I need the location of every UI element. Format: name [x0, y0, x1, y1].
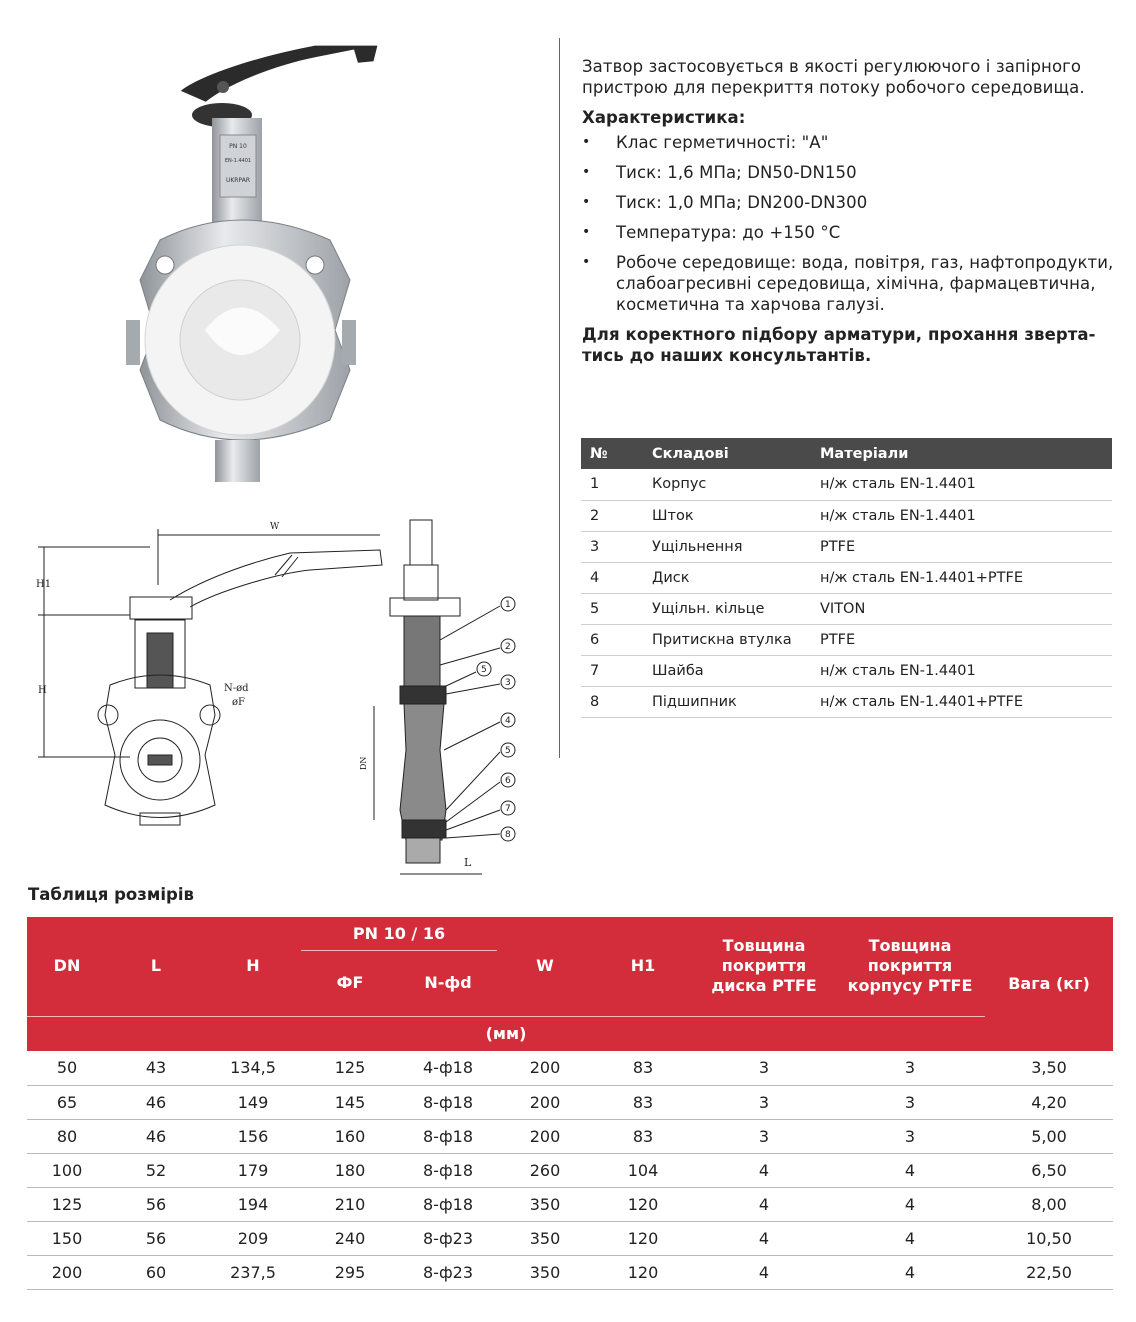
- cell-w: 260: [497, 1153, 593, 1187]
- parts-row: [581, 686, 1112, 717]
- cell-disc-ptfe: 4: [693, 1255, 835, 1289]
- column-divider: [559, 38, 560, 758]
- cell-h1: 120: [593, 1187, 693, 1221]
- col-f: ФF: [301, 951, 399, 1016]
- cell-body-ptfe: 4: [835, 1187, 985, 1221]
- part-material: н/ж сталь EN-1.4401: [811, 500, 1112, 531]
- cell-l: 56: [107, 1187, 205, 1221]
- col-pn-group: PN 10 / 16: [301, 917, 497, 951]
- part-material: н/ж сталь EN-1.4401: [811, 469, 1112, 500]
- cell-h1: 120: [593, 1255, 693, 1289]
- table-row: [27, 1187, 1113, 1221]
- cell-disc-ptfe: 3: [693, 1085, 835, 1119]
- svg-text:7: 7: [505, 804, 511, 814]
- part-component: Диск: [643, 562, 811, 593]
- svg-text:5: 5: [505, 746, 511, 756]
- parts-header-component: Складові: [643, 438, 811, 469]
- cell-l: 46: [107, 1085, 205, 1119]
- col-disc-ptfe: Товщина покриття диска PTFE: [693, 917, 835, 1016]
- cell-disc-ptfe: 4: [693, 1187, 835, 1221]
- cell-w: 200: [497, 1051, 593, 1085]
- part-component: Ущільн. кільце: [643, 593, 811, 624]
- part-material: н/ж сталь EN-1.4401: [811, 655, 1112, 686]
- svg-text:2: 2: [505, 642, 511, 652]
- dim-label-l: L: [464, 856, 472, 869]
- parts-table: [581, 438, 1112, 718]
- cell-nd: 8-ф23: [399, 1221, 497, 1255]
- col-h1: H1: [593, 917, 693, 1016]
- table-row: [27, 1153, 1113, 1187]
- col-h: H: [205, 917, 301, 1016]
- svg-text:1: 1: [505, 600, 511, 610]
- col-w: W: [497, 917, 593, 1016]
- part-material: VITON: [811, 593, 1112, 624]
- characteristics-list: [582, 132, 1122, 315]
- callouts: [440, 597, 515, 841]
- cell-weight: 8,00: [985, 1187, 1113, 1221]
- cell-body-ptfe: 4: [835, 1255, 985, 1289]
- part-material: н/ж сталь EN-1.4401+PTFE: [811, 686, 1112, 717]
- svg-text:4: 4: [505, 716, 511, 726]
- cell-h: 134,5: [205, 1051, 301, 1085]
- cell-disc-ptfe: 4: [693, 1153, 835, 1187]
- cell-nd: 8-ф23: [399, 1255, 497, 1289]
- intro-text: Затвор застосовується в якості регулюючого і запірного пристрою для перекриття потоку робочого середовища.: [582, 57, 1085, 97]
- part-number: 2: [581, 500, 643, 531]
- part-number: 4: [581, 562, 643, 593]
- cell-l: 43: [107, 1051, 205, 1085]
- bullet-item: • Тиск: 1,6 МПа; DN50-DN150: [582, 162, 1122, 183]
- cell-dn: 65: [27, 1085, 107, 1119]
- cell-weight: 10,50: [985, 1221, 1113, 1255]
- cell-h: 179: [205, 1153, 301, 1187]
- part-number: 6: [581, 624, 643, 655]
- dim-label-w: W: [270, 522, 280, 532]
- cell-weight: 4,20: [985, 1085, 1113, 1119]
- part-number: 1: [581, 469, 643, 500]
- dimensions-title: Таблиця розмірів: [28, 885, 194, 904]
- cell-weight: 5,00: [985, 1119, 1113, 1153]
- parts-header-row: [581, 438, 1112, 469]
- table-row: [27, 1119, 1113, 1153]
- cell-h1: 83: [593, 1051, 693, 1085]
- part-material: н/ж сталь EN-1.4401+PTFE: [811, 562, 1112, 593]
- cell-w: 350: [497, 1221, 593, 1255]
- cell-dn: 50: [27, 1051, 107, 1085]
- svg-text:3: 3: [505, 678, 511, 688]
- svg-text:8: 8: [505, 830, 511, 840]
- cell-nd: 8-ф18: [399, 1153, 497, 1187]
- plate-line-2: EN-1.4401: [224, 158, 252, 164]
- cell-body-ptfe: 4: [835, 1153, 985, 1187]
- cell-body-ptfe: 3: [835, 1119, 985, 1153]
- cell-l: 60: [107, 1255, 205, 1289]
- dim-label-f: øF: [232, 697, 245, 708]
- part-number: 3: [581, 531, 643, 562]
- units-row: (мм): [27, 1016, 985, 1051]
- parts-row: [581, 500, 1112, 531]
- dim-label-dn: DN: [359, 756, 368, 770]
- cell-f: 125: [301, 1051, 399, 1085]
- dim-label-h1: H1: [36, 579, 52, 590]
- cell-dn: 100: [27, 1153, 107, 1187]
- dim-label-h: H: [38, 685, 47, 696]
- parts-header-num: №: [581, 438, 643, 469]
- valve-front-drawing: [30, 515, 390, 845]
- cell-l: 52: [107, 1153, 205, 1187]
- cell-body-ptfe: 3: [835, 1051, 985, 1085]
- description: [582, 56, 1122, 366]
- parts-row: [581, 531, 1112, 562]
- table-row: [27, 1085, 1113, 1119]
- cell-f: 180: [301, 1153, 399, 1187]
- bullet-item: • Клас герметичності: "А": [582, 132, 1122, 153]
- cell-nd: 8-ф18: [399, 1085, 497, 1119]
- table-row: [27, 1051, 1113, 1085]
- col-l: L: [107, 917, 205, 1016]
- cell-h: 209: [205, 1221, 301, 1255]
- cell-dn: 125: [27, 1187, 107, 1221]
- cell-h: 194: [205, 1187, 301, 1221]
- part-component: Підшипник: [643, 686, 811, 717]
- cell-h1: 83: [593, 1085, 693, 1119]
- cell-weight: 3,50: [985, 1051, 1113, 1085]
- cell-h: 237,5: [205, 1255, 301, 1289]
- cell-f: 210: [301, 1187, 399, 1221]
- part-material: PTFE: [811, 624, 1112, 655]
- cell-h1: 104: [593, 1153, 693, 1187]
- parts-row: [581, 624, 1112, 655]
- plate-line-1: PN 10: [229, 143, 247, 150]
- parts-row: [581, 655, 1112, 686]
- part-component: Шайба: [643, 655, 811, 686]
- cell-body-ptfe: 4: [835, 1221, 985, 1255]
- bullet-item: • Робоче середовище: вода, повітря, газ, нафтопродукти, слабоагресивні середовища, хімічна, фармацевтична, косметична та харчова галузі.: [582, 252, 1122, 315]
- cell-f: 160: [301, 1119, 399, 1153]
- valve-side-drawing: [360, 520, 540, 880]
- col-weight: Вага (кг): [985, 917, 1113, 1051]
- cell-w: 200: [497, 1119, 593, 1153]
- part-number: 8: [581, 686, 643, 717]
- cell-dn: 80: [27, 1119, 107, 1153]
- svg-text:6: 6: [505, 776, 511, 786]
- cell-f: 145: [301, 1085, 399, 1119]
- cell-w: 350: [497, 1255, 593, 1289]
- dimensions-table: [27, 917, 1113, 1290]
- cell-weight: 6,50: [985, 1153, 1113, 1187]
- dim-label-nd: N-ød: [224, 683, 249, 694]
- cell-l: 46: [107, 1119, 205, 1153]
- cell-h: 149: [205, 1085, 301, 1119]
- table-row: [27, 1255, 1113, 1289]
- cell-f: 240: [301, 1221, 399, 1255]
- part-material: PTFE: [811, 531, 1112, 562]
- cell-dn: 200: [27, 1255, 107, 1289]
- cell-l: 56: [107, 1221, 205, 1255]
- cell-disc-ptfe: 3: [693, 1051, 835, 1085]
- cell-nd: 4-ф18: [399, 1051, 497, 1085]
- cell-h1: 120: [593, 1221, 693, 1255]
- parts-row: [581, 562, 1112, 593]
- cell-disc-ptfe: 4: [693, 1221, 835, 1255]
- cell-weight: 22,50: [985, 1255, 1113, 1289]
- cell-h1: 83: [593, 1119, 693, 1153]
- parts-row: [581, 469, 1112, 500]
- part-number: 5: [581, 593, 643, 624]
- consultant-note: Для коректного підбору арматури, прохання зверта-тись до наших консультантів.: [582, 325, 1096, 365]
- parts-header-material: Матеріали: [811, 438, 1112, 469]
- col-nd: N-фd: [399, 951, 497, 1016]
- part-component: Корпус: [643, 469, 811, 500]
- cell-dn: 150: [27, 1221, 107, 1255]
- svg-text:5: 5: [481, 665, 487, 675]
- col-dn: DN: [27, 917, 107, 1016]
- characteristics-heading: Характеристика:: [582, 108, 746, 127]
- cell-w: 200: [497, 1085, 593, 1119]
- cell-nd: 8-ф18: [399, 1119, 497, 1153]
- valve-product-image: [120, 30, 380, 490]
- parts-row: [581, 593, 1112, 624]
- plate-line-3: UKRPAR: [225, 177, 251, 184]
- cell-nd: 8-ф18: [399, 1187, 497, 1221]
- table-row: [27, 1221, 1113, 1255]
- part-component: Притискна втулка: [643, 624, 811, 655]
- cell-h: 156: [205, 1119, 301, 1153]
- cell-w: 350: [497, 1187, 593, 1221]
- bullet-item: • Температура: до +150 °С: [582, 222, 1122, 243]
- col-body-ptfe: Товщина покриття корпусу PTFE: [835, 917, 985, 1016]
- cell-disc-ptfe: 3: [693, 1119, 835, 1153]
- bullet-item: • Тиск: 1,0 МПа; DN200-DN300: [582, 192, 1122, 213]
- cell-f: 295: [301, 1255, 399, 1289]
- part-component: Шток: [643, 500, 811, 531]
- cell-body-ptfe: 3: [835, 1085, 985, 1119]
- part-component: Ущільнення: [643, 531, 811, 562]
- part-number: 7: [581, 655, 643, 686]
